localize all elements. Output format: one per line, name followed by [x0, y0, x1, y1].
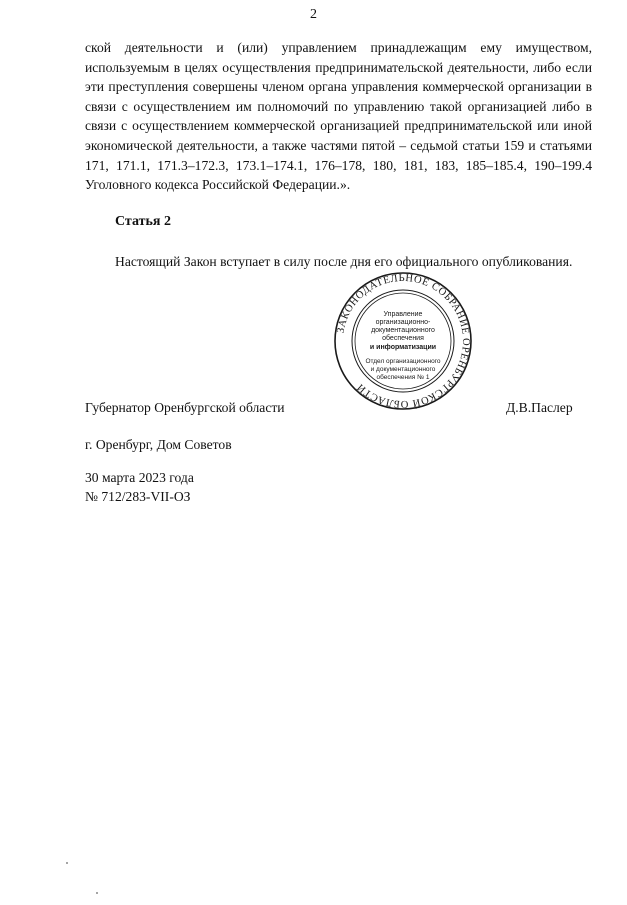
article-2-heading: Статья 2: [115, 214, 171, 229]
stamp-dept-line-1: Отдел организационного: [365, 358, 441, 365]
article-1-continuation: ской деятельности и (или) управлением принадлежащим ему имуществом, используемым в целях осуществления предпринимательской деятельности, либо если эти преступления совершены членом органа управления коммерческой организации в связи с осуществлением им полномочий по управлению такой организацией либо в связи с осуществлением коммерческой организацией предпринимательской или иной экономической деятельности, а также частями пятой – седьмой статьи 159 и статьями 171, 171.1, 171.3–172.3, 173.1–174.1, 176–178, 180, 181, 183, 185–185.4, 190–199.4 Уголовного кодекса Российской Федерации.».: [85, 40, 592, 193]
place: г. Оренбург, Дом Советов: [85, 437, 232, 452]
stamp-dept-line-3: обеспечения № 1: [376, 374, 430, 381]
stamp-line-3: документационного: [371, 327, 435, 334]
signature-name: Д.В.Паслер: [506, 400, 573, 415]
stamp-outer-text: ЗАКОНОДАТЕЛЬНОЕ СОБРАНИЕ ОРЕНБУРГСКОЙ ОБЛАСТИ: [335, 272, 472, 410]
stamp-line-2: организационно-: [375, 319, 431, 326]
official-seal-stamp: [333, 271, 473, 411]
stamp-line-5: и информатизации: [369, 344, 437, 351]
stamp-dept-line-2: и документационного: [370, 366, 436, 373]
stamp-line-1: Управление: [383, 311, 423, 318]
page-number: 2: [310, 7, 317, 22]
date: 30 марта 2023 года: [85, 470, 194, 485]
stamp-line-4: обеспечения: [382, 335, 424, 342]
law-number: № 712/283-VII-ОЗ: [85, 489, 191, 504]
scan-speck: [96, 892, 98, 894]
article-2-text: Настоящий Закон вступает в силу после дня его официального опубликования.: [115, 254, 573, 269]
signature-position: Губернатор Оренбургской области: [85, 400, 285, 415]
scan-speck: [66, 862, 68, 864]
